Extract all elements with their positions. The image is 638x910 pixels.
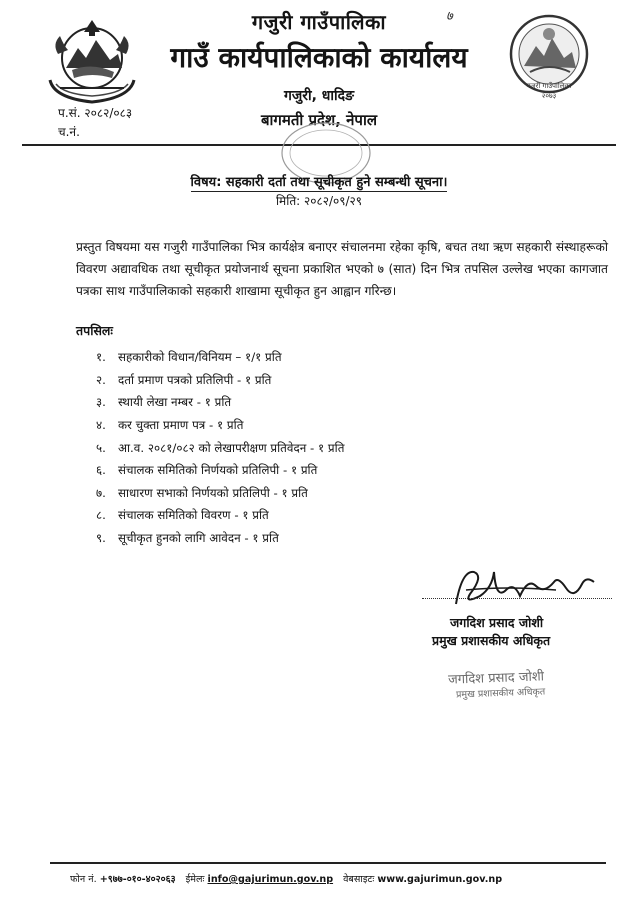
municipality-logo-icon <box>506 10 592 102</box>
footer-divider <box>50 862 606 864</box>
list-item: ८. संचालक समितिको विवरण - १ प्रति <box>96 508 269 523</box>
signer-title: प्रमुख प्रशासकीय अधिकृत <box>432 633 551 648</box>
list-item: ५. आ.व. २०८१/०८२ को लेखापरीक्षण प्रतिवेदन - १ प्रति <box>96 440 345 455</box>
designation-stamp-name: जगदिश प्रसाद जोशी <box>447 669 545 688</box>
signature-line <box>422 598 612 599</box>
list-item: ७. साधारण सभाको निर्णयको प्रतिलिपी - १ प्रति <box>96 485 308 500</box>
province-country: बागमती प्रदेश, नेपाल <box>260 111 378 129</box>
notice-body: प्रस्तुत विषयमा यस गजुरी गाउँपालिका भित्र कार्यक्षेत्र बनाएर संचालनमा रहेका कृषि, बचत तथा ऋण सहकारी संस्थाहरूको विवरण अद्यावधिक तथा सूचीकृत प्रयोजनार्थ सूचना प्रकाशित भएको ७ (सात) दिन भित्र तपसिल उल्लेख भएका कागजात पत्रका साथ गाउँपालिकाको सहकारी शाखामा सूचीकृत हुन आह्वान गरिन्छ। <box>76 240 608 298</box>
designation-stamp-title: प्रमुख प्रशासकीय अधिकृत <box>455 686 546 701</box>
signer-name: जगदिश प्रसाद जोशी <box>450 615 544 630</box>
website-link[interactable]: www.gajurimun.gov.np <box>377 874 503 885</box>
website-label: वेबसाइटः <box>343 874 375 885</box>
phone-label: फोन नं. <box>70 874 97 885</box>
email-link[interactable]: info@gajurimun.gov.np <box>207 874 334 885</box>
office-title: गाउँ कार्यपालिकाको कार्यालय <box>170 41 468 74</box>
handwritten-signature <box>436 560 606 618</box>
notice-date: मिति: २०८२/०९/२९ <box>275 194 363 208</box>
dispatch-number-label: च.नं. <box>58 125 80 139</box>
required-documents-list <box>96 346 556 549</box>
reference-number: प.सं. २०८२/०८३ <box>58 106 133 120</box>
list-heading: तपसिलः <box>76 323 113 338</box>
logo-year: २०७३ <box>541 92 557 100</box>
municipality-name: गजुरी गाउँपालिका <box>251 10 387 34</box>
logo-caption: गजुरी गाउँपालिका <box>526 82 572 90</box>
folio-mark: ७ <box>446 9 453 24</box>
list-item: ४. कर चुक्ता प्रमाण पत्र - १ प्रति <box>96 418 244 433</box>
email-label: ईमेलः <box>185 874 205 885</box>
list-item: ९. सूचीकृत हुनको लागि आवेदन - १ प्रति <box>96 531 279 546</box>
list-item: ३. स्थायी लेखा नम्बर - १ प्रति <box>96 395 232 410</box>
footer-contact <box>70 872 610 885</box>
office-address: गजुरी, धादिङ <box>283 88 355 104</box>
phone-number: +९७७-०१०-४०२०६३ <box>99 874 176 885</box>
notice-subject <box>0 172 638 190</box>
list-item: ६. संचालक समितिको निर्णयको प्रतिलिपी - १ प्रति <box>96 463 318 478</box>
list-item: १. सहकारीको विधान/विनियम – १/१ प्रति <box>96 350 282 365</box>
list-item: २. दर्ता प्रमाण पत्रको प्रतिलिपी - १ प्रति <box>96 372 272 387</box>
notice-subject-text: विषय: सहकारी दर्ता तथा सूचीकृत हुने सम्बन्धी सूचना। <box>190 175 448 190</box>
